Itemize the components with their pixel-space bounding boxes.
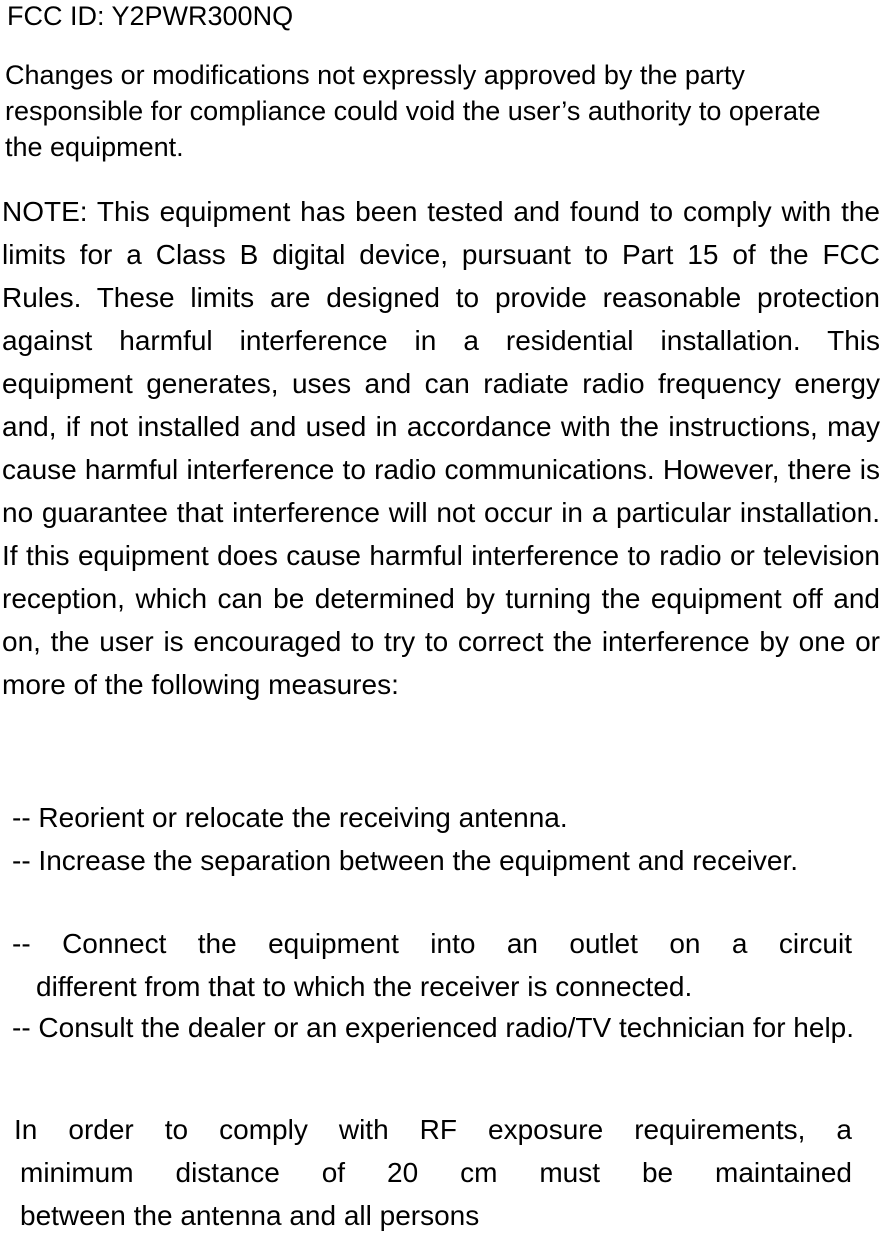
measure-connect-outlet-line2: different from that to which the receiver is connected. [36, 971, 693, 1002]
measure-reorient-antenna: -- Reorient or relocate the receiving antenna. [12, 802, 568, 833]
measure-consult-dealer: -- Consult the dealer or an experienced radio/TV technician for help. [12, 1012, 855, 1043]
fcc-note-paragraph: NOTE: This equipment has been tested and found to comply with the limits for a Class B digital device, pursuant to Part 15 of the FCC Rules. These limits are designed to provide reasonable protection against harmful interference in a residential installation. This equipment generates, uses and can radiate radio frequency energy and, if not installed and used in accordance with the instructions, may cause harmful interference to radio communications. However, there is no guarantee that interference will not occur in a particular installation. If this equipment does cause harmful interference to radio or television reception, which can be determined by turning the equipment off and on, the user is encouraged to try to correct the interference by one or more of the following measures: [2, 196, 880, 700]
rf-exposure-line1: In order to comply with RF exposure requirements, a [14, 1114, 852, 1145]
measure-connect-outlet-line1: -- Connect the equipment into an outlet on a circuit [12, 928, 852, 959]
measure-connect-outlet [12, 922, 852, 1008]
rf-exposure-paragraph [14, 1108, 852, 1237]
fcc-id-heading: FCC ID: Y2PWR300NQ [7, 1, 294, 31]
rf-exposure-line3: between the antenna and all persons [20, 1200, 480, 1231]
measure-increase-separation: -- Increase the separation between the equipment and receiver. [12, 845, 799, 876]
rf-exposure-line2: minimum distance of 20 cm must be maintained [20, 1157, 852, 1188]
changes-warning-paragraph: Changes or modifications not expressly approved by the party responsible for compliance could void the user’s authority to operate the equipment. [5, 60, 821, 162]
